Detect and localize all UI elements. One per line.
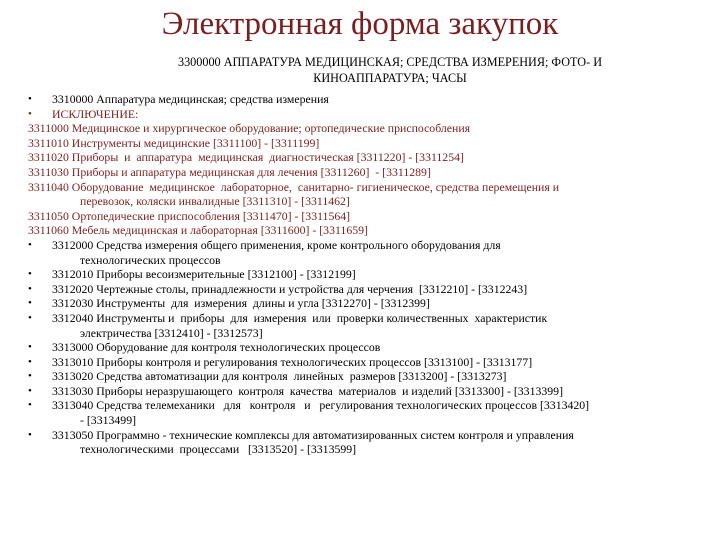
bullet-icon: • — [28, 384, 32, 397]
list-item-text: ИСКЛЮЧЕНИЕ: — [52, 106, 139, 121]
list-item-text: 3311000 Медицинское и хирургическое оборудование; ортопедические приспособления — [28, 121, 471, 136]
bullet-icon: • — [28, 238, 32, 251]
list-item — [28, 136, 714, 151]
list-item — [28, 355, 714, 370]
bullet-icon: • — [28, 428, 32, 441]
list-item-text: 3313010 Приборы контроля и регулирования технологических процессов [3313100] - [3313177] — [52, 354, 533, 369]
list-item — [28, 413, 714, 428]
bullet-icon: • — [28, 399, 32, 412]
list-item — [28, 150, 714, 165]
list-item-text: 3313040 Средства телемеханики для контроля и регулирования технологических процессов [3313420] — [52, 398, 590, 413]
list-item-text: 3313020 Средства автоматизации для контроля линейных размеров [3313200] - [3313273] — [52, 369, 507, 384]
list-item-text: технологических процессов — [80, 252, 221, 267]
bullet-icon: • — [28, 282, 32, 295]
section-heading-line: КИНОАППАРАТУРА; ЧАСЫ — [313, 70, 467, 85]
list-item-text: 3313030 Приборы неразрушающего контроля качества материалов и изделий [3313300] - [3313399] — [52, 383, 563, 398]
list-item-text: - [3313499] — [80, 413, 137, 428]
list-item — [28, 398, 714, 413]
list-item — [28, 340, 714, 355]
bullet-icon: • — [28, 311, 32, 324]
bullet-icon: • — [28, 297, 32, 310]
list-item-text: 3311060 Мебель медицинская и лабораторная [3311600] - [3311659] — [28, 223, 368, 238]
list-item-text: перевозок, коляски инвалидные [3311310] - [3311462] — [80, 194, 350, 209]
classification-list — [28, 92, 714, 457]
list-item — [28, 369, 714, 384]
list-item-text: 3311030 Приборы и аппаратура медицинская для лечения [3311260] - [3311289] — [28, 164, 431, 179]
list-item — [28, 194, 714, 209]
list-item — [28, 267, 714, 282]
list-item — [28, 223, 714, 238]
bullet-icon: • — [28, 93, 32, 105]
list-item-text: 3312000 Средства измерения общего применения, кроме контрольного оборудования для — [52, 237, 501, 252]
bullet-icon: • — [28, 341, 32, 354]
list-item-text: 3311050 Ортопедические приспособления [3311470] - [3311564] — [28, 208, 351, 223]
list-item — [28, 296, 714, 311]
list-item — [28, 384, 714, 399]
list-item — [28, 282, 714, 297]
list-item — [28, 92, 714, 107]
list-item — [28, 311, 714, 326]
list-item — [28, 209, 714, 224]
list-item-text: 3313050 Программно - технические комплексы для автоматизированных систем контроля и управления — [52, 427, 574, 442]
list-item-text: 3312040 Инструменты и приборы для измерения или проверки количественных характеристик — [52, 310, 548, 325]
list-item — [28, 121, 714, 136]
list-item — [28, 165, 714, 180]
list-item-text: 3313000 Оборудование для контроля технологических процессов — [52, 340, 381, 355]
list-item-text: электричества [3312410] - [3312573] — [80, 325, 263, 340]
slide-title: Электронная форма закупок — [161, 6, 559, 42]
list-item — [28, 107, 714, 122]
bullet-icon: • — [28, 107, 32, 120]
list-item — [28, 238, 714, 253]
list-item — [28, 442, 714, 457]
section-heading-line: 3300000 АППАРАТУРА МЕДИЦИНСКАЯ; СРЕДСТВА ИЗМЕРЕНИЯ; ФОТО- И — [177, 55, 602, 69]
list-item-text: 3311040 Оборудование медицинское лабораторное, санитарно- гигиеническое, средства перемещения и — [28, 179, 560, 194]
list-item — [28, 253, 714, 268]
bullet-icon: • — [28, 370, 32, 383]
list-item-text: 3312030 Инструменты для измерения длины и угла [3312270] - [3312399] — [52, 296, 430, 311]
list-item — [28, 180, 714, 195]
bullet-icon: • — [28, 355, 32, 368]
list-item-text: 3312020 Чертежные столы, принадлежности и устройства для черчения [3312210] - [3312243] — [52, 281, 528, 296]
bullet-icon: • — [28, 268, 32, 281]
list-item-text: 3312010 Приборы весоизмерительные [3312100] - [3312199] — [52, 267, 356, 282]
section-heading — [70, 55, 710, 86]
list-item — [28, 326, 714, 341]
list-item-text: 3311020 Приборы и аппаратура медицинская диагностическая [3311220] - [3311254] — [28, 150, 464, 165]
list-item-text: 3311010 Инструменты медицинские [3311100] - [3311199] — [28, 135, 320, 150]
list-item — [28, 428, 714, 443]
list-item-text: технологическими процессами [3313520] - [3313599] — [80, 442, 357, 457]
list-item-text: 3310000 Аппаратура медицинская; средства измерения — [52, 92, 329, 106]
